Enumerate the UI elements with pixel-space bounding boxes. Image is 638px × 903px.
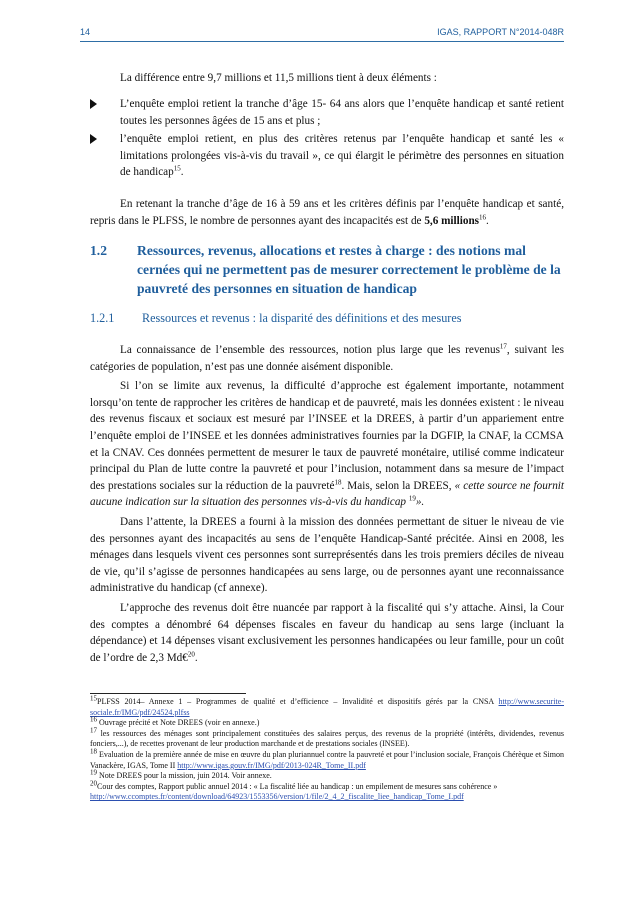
footnote-link[interactable]: http://www.igas.gouv.fr/IMG/pdf/2013-024R_Tome_II.pdf bbox=[177, 760, 366, 770]
footnote-link[interactable]: http://www.securite-sociale.fr/IMG/pdf/24524.plfss bbox=[90, 697, 564, 717]
footnote-ref[interactable]: 19 bbox=[408, 494, 416, 503]
footnote-link[interactable]: http://www.ccomptes.fr/content/download/64923/1553356/version/1/file/2_4_2_fiscalite_liee_handicap_Tome_I.pdf bbox=[90, 792, 464, 802]
footnote-ref[interactable]: 17 bbox=[499, 342, 507, 351]
section-title: Ressources, revenus, allocations et restes à charge : des notions mal cernées qui ne permettent pas de mesurer correctement le problème de la pauvreté des personnes en situation de handicap bbox=[137, 243, 561, 296]
section-number: 1.2 bbox=[90, 243, 107, 258]
footnote-ref[interactable]: 15 bbox=[173, 164, 181, 173]
footnote-item: $^{20}$Cour des comptes, Rapport public annuel 2014 : « La fiscalité liée au handicap : un empilement de mesures sans cohérence » http://www.ccomptes.fr/content/download/64923/1553356/version/1/file/2_4_2_fiscalite_liee_handicap_Tome_I.pdf bbox=[90, 779, 498, 802]
subsection-heading bbox=[90, 310, 564, 327]
footnote-item: $^{15}$PLFSS 2014– Annexe 1 – Programmes de qualité et d’efficience – Invalidité et dispositifs gérés par la CNSA http://www.securite-sociale.fr/IMG/pdf/24524.plfss bbox=[90, 694, 564, 717]
figure-highlight: 5,6 millions bbox=[424, 214, 480, 227]
report-title: IGAS, RAPPORT N°2014-048R bbox=[437, 27, 564, 37]
bullet-item: l’enquête emploi retient, en plus des critères retenus par l’enquête handicap et santé les « limitations prolongées vis-à-vis du travail », ce qui élargit le périmètre des personnes en situation de handicap$^{15}$. bbox=[90, 131, 564, 181]
paragraph-revenus: Si l’on se limite aux revenus, la difficulté d’approche est également importante, notamment lorsqu’on tente de rapprocher les critères de handicap et de pauvreté, mais les données existent : le niveau des revenus fiscaux et sociaux est mesuré par l’INSEE et la DREES, à partir d’un appariement entre l’enquête emploi de l’INSEE et les données administratives fournies par la DGFIP, la CNAF, la CCMSA et la CNAV. Ces données permettent de mesurer le taux de pauvreté monétaire, utilisé comme indicateur principal du Plan de lutte contre la pauvreté et pour l’inclusion, notamment dans sa mesure de l’impact des prestations sociales sur la réduction de la pauvreté$^{18}$. Mais, selon la DREES, « cette source ne fournit aucune indication sur la situation des personnes vis-à-vis du handicap $^{19}$». bbox=[90, 380, 565, 509]
footnote-ref[interactable]: 18 bbox=[334, 478, 342, 487]
footnote-item: $^{16}$ Ouvrage précité et Note DREES (voir en annexe.) bbox=[90, 715, 260, 728]
footnotes bbox=[90, 694, 564, 803]
page-header bbox=[80, 24, 564, 42]
intro-text: La différence entre 9,7 millions et 11,5 millions tient à deux éléments : bbox=[120, 72, 437, 84]
intro-paragraph bbox=[90, 70, 564, 87]
paragraph-ressources: La connaissance de l’ensemble des ressources, notion plus large que les revenus$^{17}$, suivant les catégories de population, n’est pas une donnée aisément disponible. bbox=[90, 342, 564, 373]
bullet-text: L’enquête emploi retient la tranche d’âge 15- 64 ans alors que l’enquête handicap et santé retient toutes les personnes âgées de 15 ans et plus ; bbox=[120, 98, 564, 127]
bullet-item bbox=[90, 96, 564, 129]
footnote-item: $^{19}$ Note DREES pour la mission, juin 2014. Voir annexe. bbox=[90, 768, 272, 781]
subsection-number: 1.2.1 bbox=[90, 311, 115, 325]
bullet-text: l’enquête emploi retient, en plus des critères retenus par l’enquête handicap et santé les « limitations prolongées vis-à-vis du travail », ce qui élargit le périmètre des personnes en situation de handicap bbox=[120, 133, 564, 179]
subsection-title: Ressources et revenus : la disparité des définitions et des mesures bbox=[142, 311, 462, 325]
footnote-item: $^{17}$ les ressources des ménages sont principalement constituées des salaires perçus, des revenus de la propriété (intérêts, dividendes, revenus fonciers,...), de recettes provenant de leur production marchande et de prestations sociales (INSEE). bbox=[90, 726, 564, 749]
arrow-bullet-icon bbox=[90, 134, 97, 144]
plfss-paragraph: En retenant la tranche d’âge de 16 à 59 ans et les critères définis par l’enquête handicap et santé, repris dans le PLFSS, le nombre de personnes ayant des incapacités est de 5,6 millions$^{16}$. bbox=[90, 198, 564, 227]
section-heading bbox=[90, 241, 564, 298]
footnote-separator bbox=[90, 693, 246, 694]
paragraph-fiscalite: L’approche des revenus doit être nuancée par rapport à la fiscalité qui s’y attache. Ainsi, la Cour des comptes a dénombré 64 dépenses fiscales en faveur du handicap au sens large (incluant la dépendance) et 14 dépenses visant exclusivement les personnes handicapées ou leur famille, pour un coût de l’ordre de 2,3 Md€$^{20}$. bbox=[90, 601, 564, 664]
footnote-item: $^{18}$ Evaluation de la première année de mise en œuvre du plan pluriannuel contre la pauvreté et pour l’inclusion sociale, François Chérèque et Simon Vanackère, IGAS, Tome II http://www.igas.gouv.fr/IMG/pdf/2013-024R_Tome_II.pdf bbox=[90, 747, 564, 770]
page-number: 14 bbox=[80, 27, 91, 37]
paragraph-drees: Dans l’attente, la DREES a fourni à la mission des données permettant de situer le niveau de vie des personnes ayant des incapacités au sens de l’enquête Handicap-Santé précitée. Ainsi en 2008, les ménages dans lesquels vivent ces personnes sont surreprésentés dans les trois premiers déciles de niveau de vie, qu’il s’agisse de personnes handicapées au sens large, ou de personnes ayant une reconnaissance administrative du handicap (cf annexe). bbox=[90, 515, 564, 595]
bullet-list bbox=[90, 96, 564, 183]
footnote-ref[interactable]: 16 bbox=[479, 212, 487, 221]
arrow-bullet-icon bbox=[90, 99, 97, 109]
footnote-ref[interactable]: 20 bbox=[187, 649, 195, 658]
main-body bbox=[90, 342, 564, 666]
